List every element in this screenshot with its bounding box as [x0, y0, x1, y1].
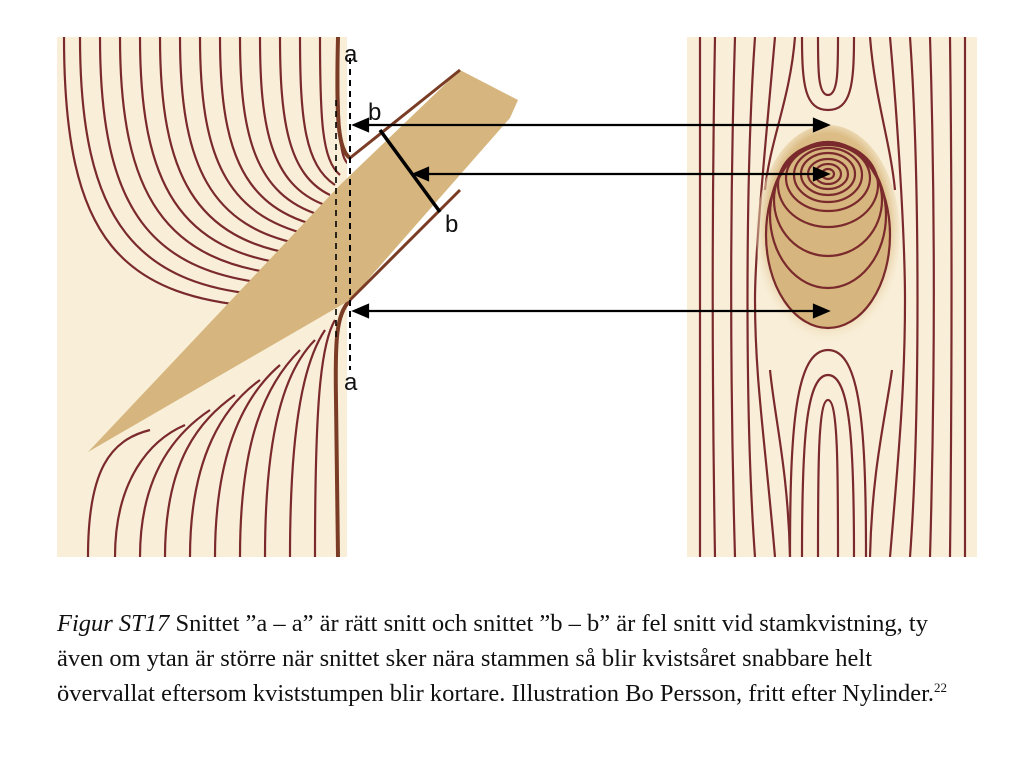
stem-longitudinal-section — [57, 37, 518, 557]
label-b-top: b — [368, 99, 382, 126]
label-b-bottom: b — [445, 211, 459, 238]
figure-caption — [57, 606, 957, 711]
footnote-ref: 22 — [934, 679, 948, 695]
figure-label: Figur ST17 — [57, 610, 170, 637]
knot-rings — [766, 142, 890, 328]
label-a-bottom: a — [344, 369, 358, 396]
label-a-top: a — [344, 41, 358, 68]
caption-text: Snittet ”a – a” är rätt snitt och snittet ”b – b” är fel snitt vid stamkvistning, ty även om ytan är större när snittet sker nära stammen så blir kvistsåret snabbare helt övervallat eftersom kviststumpen blir kortare. Illustration Bo Persson, fritt efter Nylinder. — [57, 610, 935, 707]
stem-surface-view — [687, 37, 977, 557]
